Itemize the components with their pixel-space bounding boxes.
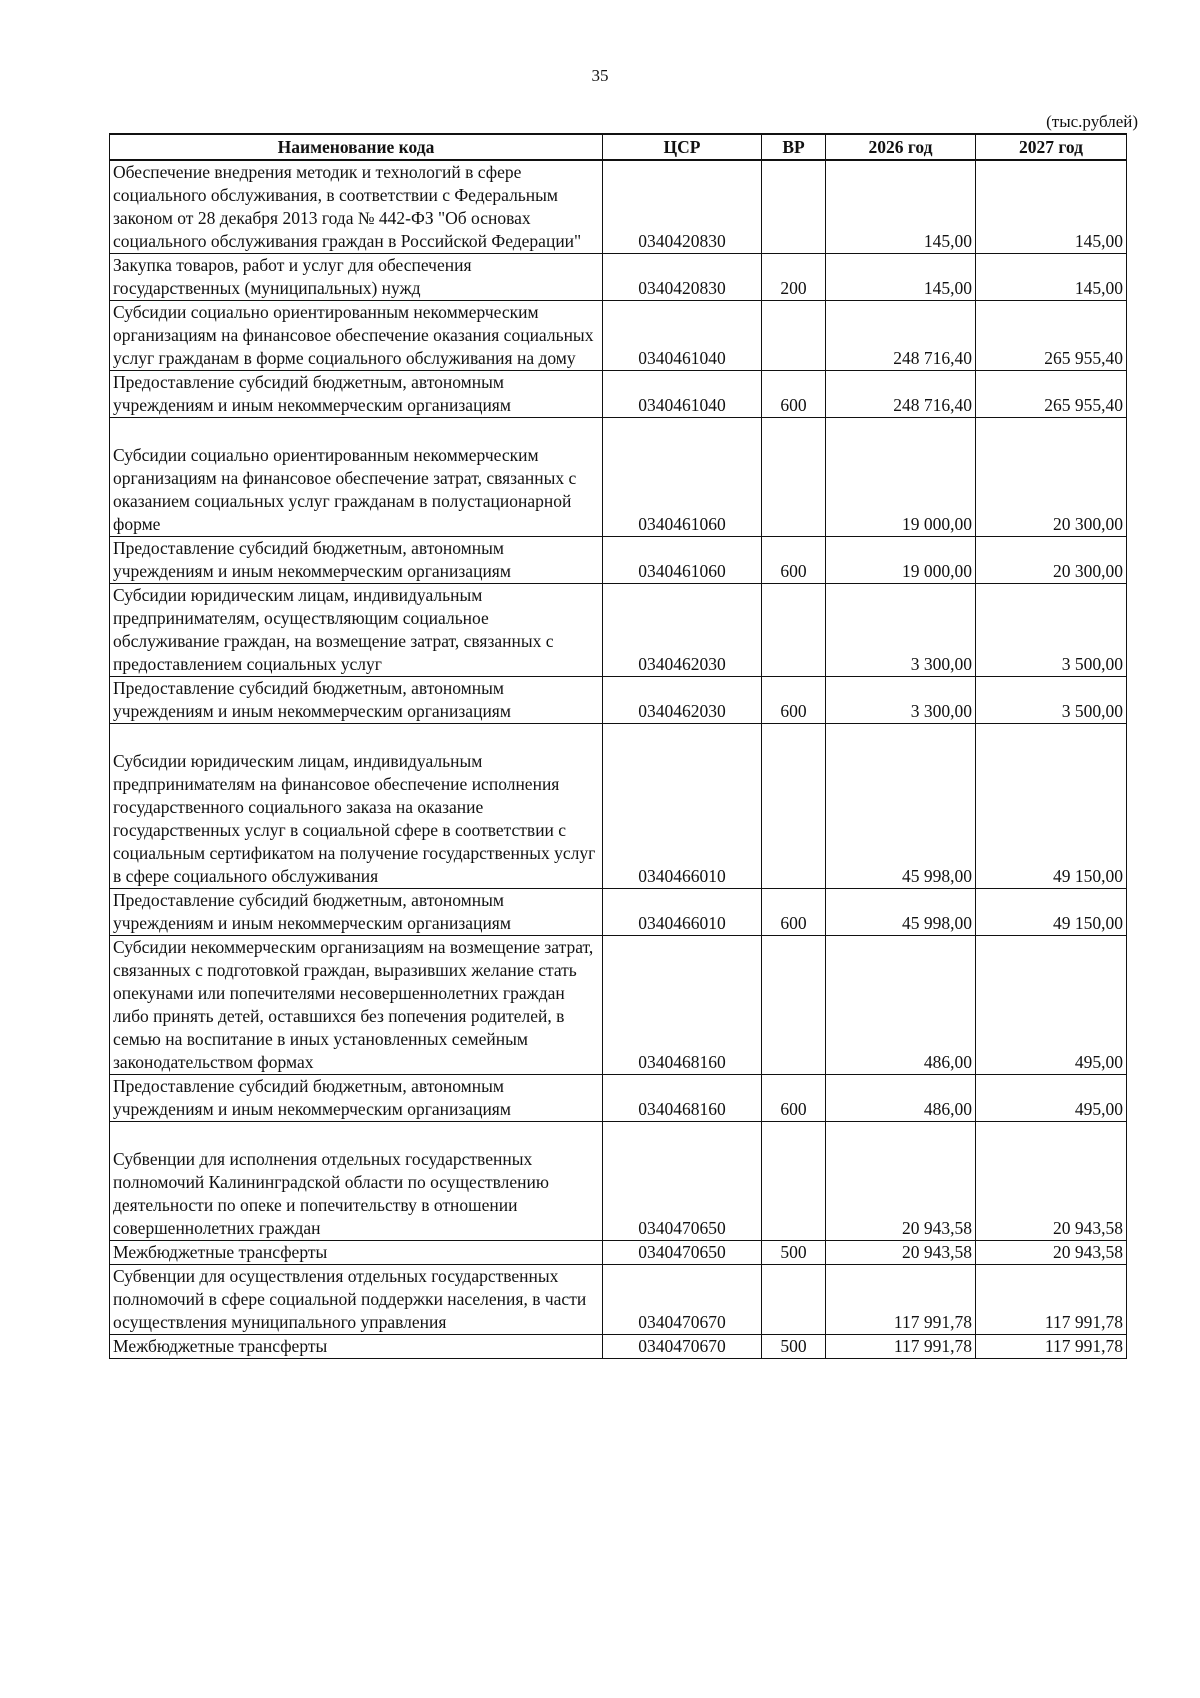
cell-2027: 265 955,40 <box>976 371 1127 418</box>
cell-2027: 20 300,00 <box>976 537 1127 584</box>
cell-2026: 20 943,58 <box>826 1241 976 1265</box>
cell-2027: 3 500,00 <box>976 677 1127 724</box>
cell-2026: 20 943,58 <box>826 1122 976 1241</box>
cell-name: Субсидии социально ориентированным некоммерческим организациям на финансовое обеспечение оказания социальных услуг гражданам в форме социального обслуживания на дому <box>110 301 603 371</box>
cell-2026: 486,00 <box>826 936 976 1075</box>
cell-2027: 20 943,58 <box>976 1241 1127 1265</box>
cell-2026: 3 300,00 <box>826 677 976 724</box>
cell-csr: 0340468160 <box>603 936 762 1075</box>
cell-csr: 0340470670 <box>603 1265 762 1335</box>
header-2027: 2027 год <box>976 134 1127 160</box>
table-header <box>110 134 1127 160</box>
cell-vr: 600 <box>762 537 826 584</box>
cell-csr: 0340461040 <box>603 371 762 418</box>
cell-vr <box>762 724 826 889</box>
table-row <box>110 418 1127 537</box>
cell-vr: 500 <box>762 1241 826 1265</box>
cell-csr: 0340462030 <box>603 584 762 677</box>
cell-csr: 0340466010 <box>603 724 762 889</box>
cell-name: Закупка товаров, работ и услуг для обеспечения государственных (муниципальных) нужд <box>110 254 603 301</box>
cell-2026: 486,00 <box>826 1075 976 1122</box>
cell-vr <box>762 584 826 677</box>
cell-vr <box>762 301 826 371</box>
cell-csr: 0340470670 <box>603 1335 762 1359</box>
cell-name: Предоставление субсидий бюджетным, автономным учреждениям и иным некоммерческим организациям <box>110 1075 603 1122</box>
table-row <box>110 537 1127 584</box>
cell-vr: 600 <box>762 677 826 724</box>
cell-2027: 117 991,78 <box>976 1265 1127 1335</box>
table-row <box>110 160 1127 254</box>
cell-2026: 45 998,00 <box>826 724 976 889</box>
table-row <box>110 1241 1127 1265</box>
cell-vr <box>762 936 826 1075</box>
cell-csr: 0340461060 <box>603 418 762 537</box>
cell-vr: 600 <box>762 371 826 418</box>
table-row <box>110 254 1127 301</box>
cell-csr: 0340462030 <box>603 677 762 724</box>
cell-name: Предоставление субсидий бюджетным, автономным учреждениям и иным некоммерческим организациям <box>110 889 603 936</box>
table-row <box>110 1075 1127 1122</box>
cell-name: Субсидии юридическим лицам, индивидуальным предпринимателям на финансовое обеспечение исполнения государственного социального заказа на оказание государственных услуг в социальной сфере в соответствии с социальным сертификатом на получение государственных услуг в сфере социального обслуживания <box>110 724 603 889</box>
cell-vr: 500 <box>762 1335 826 1359</box>
header-2026: 2026 год <box>826 134 976 160</box>
cell-2026: 19 000,00 <box>826 418 976 537</box>
cell-vr: 600 <box>762 889 826 936</box>
header-row <box>110 134 1127 160</box>
table-row <box>110 936 1127 1075</box>
cell-vr <box>762 160 826 254</box>
units-label: (тыс.рублей) <box>1046 112 1138 131</box>
cell-2026: 19 000,00 <box>826 537 976 584</box>
cell-2027: 145,00 <box>976 254 1127 301</box>
cell-2027: 145,00 <box>976 160 1127 254</box>
cell-csr: 0340466010 <box>603 889 762 936</box>
cell-csr: 0340420830 <box>603 160 762 254</box>
cell-2026: 248 716,40 <box>826 371 976 418</box>
cell-vr <box>762 1265 826 1335</box>
cell-csr: 0340461040 <box>603 301 762 371</box>
cell-2027: 495,00 <box>976 936 1127 1075</box>
cell-name: Субсидии некоммерческим организациям на возмещение затрат, связанных с подготовкой граждан, выразивших желание стать опекунами или попечителями несовершеннолетних граждан либо принять детей, оставшихся без попечения родителей, в семью на воспитание в иных установленных семейным законодательством формах <box>110 936 603 1075</box>
cell-2026: 117 991,78 <box>826 1265 976 1335</box>
table-row <box>110 677 1127 724</box>
cell-vr: 200 <box>762 254 826 301</box>
budget-table <box>109 133 1127 1359</box>
header-name: Наименование кода <box>110 134 603 160</box>
table-row <box>110 301 1127 371</box>
table-row <box>110 1335 1127 1359</box>
cell-name: Предоставление субсидий бюджетным, автономным учреждениям и иным некоммерческим организациям <box>110 371 603 418</box>
cell-name: Обеспечение внедрения методик и технологий в сфере социального обслуживания, в соответствии с Федеральным законом от 28 декабря 2013 года № 442-ФЗ "Об основах социального обслуживания граждан в Российской Федерации" <box>110 160 603 254</box>
cell-2026: 145,00 <box>826 254 976 301</box>
cell-csr: 0340420830 <box>603 254 762 301</box>
header-vr: ВР <box>762 134 826 160</box>
cell-csr: 0340461060 <box>603 537 762 584</box>
cell-2026: 117 991,78 <box>826 1335 976 1359</box>
table-row <box>110 584 1127 677</box>
cell-name: Субвенции для исполнения отдельных государственных полномочий Калининградской области по осуществлению деятельности по опеке и попечительству в отношении совершеннолетних граждан <box>110 1122 603 1241</box>
table-row <box>110 1122 1127 1241</box>
cell-name: Межбюджетные трансферты <box>110 1335 603 1359</box>
cell-name: Межбюджетные трансферты <box>110 1241 603 1265</box>
cell-2027: 117 991,78 <box>976 1335 1127 1359</box>
cell-vr <box>762 1122 826 1241</box>
cell-vr <box>762 418 826 537</box>
cell-csr: 0340470650 <box>603 1241 762 1265</box>
header-csr: ЦСР <box>603 134 762 160</box>
cell-2027: 20 943,58 <box>976 1122 1127 1241</box>
cell-csr: 0340468160 <box>603 1075 762 1122</box>
cell-name: Субвенции для осуществления отдельных государственных полномочий в сфере социальной поддержки населения, в части осуществления муниципального управления <box>110 1265 603 1335</box>
table-row <box>110 1265 1127 1335</box>
cell-2026: 3 300,00 <box>826 584 976 677</box>
cell-2027: 495,00 <box>976 1075 1127 1122</box>
cell-name: Субсидии юридическим лицам, индивидуальным предпринимателям, осуществляющим социальное обслуживание граждан, на возмещение затрат, связанных с предоставлением социальных услуг <box>110 584 603 677</box>
cell-2027: 20 300,00 <box>976 418 1127 537</box>
table-row <box>110 371 1127 418</box>
cell-name: Субсидии социально ориентированным некоммерческим организациям на финансовое обеспечение затрат, связанных с оказанием социальных услуг гражданам в полустационарной форме <box>110 418 603 537</box>
table-row <box>110 724 1127 889</box>
cell-2027: 49 150,00 <box>976 889 1127 936</box>
cell-2026: 145,00 <box>826 160 976 254</box>
cell-vr: 600 <box>762 1075 826 1122</box>
cell-2026: 45 998,00 <box>826 889 976 936</box>
table-row <box>110 889 1127 936</box>
table-body <box>110 160 1127 1359</box>
cell-name: Предоставление субсидий бюджетным, автономным учреждениям и иным некоммерческим организациям <box>110 677 603 724</box>
cell-2027: 49 150,00 <box>976 724 1127 889</box>
cell-2026: 248 716,40 <box>826 301 976 371</box>
page-number: 35 <box>591 66 609 85</box>
cell-2027: 3 500,00 <box>976 584 1127 677</box>
cell-name: Предоставление субсидий бюджетным, автономным учреждениям и иным некоммерческим организациям <box>110 537 603 584</box>
cell-2027: 265 955,40 <box>976 301 1127 371</box>
cell-csr: 0340470650 <box>603 1122 762 1241</box>
